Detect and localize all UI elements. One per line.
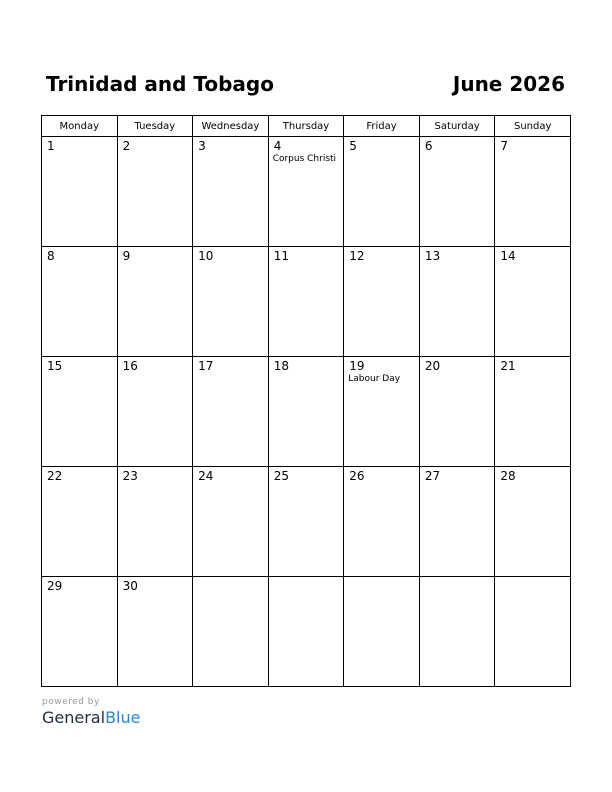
holiday-label: Labour Day: [348, 374, 401, 384]
holiday-label: [344, 483, 419, 484]
holiday-label: [118, 153, 193, 154]
holiday-label: [42, 593, 117, 594]
day-cell: [268, 467, 344, 577]
day-number: 8: [47, 249, 55, 263]
holiday-label: [118, 263, 193, 264]
day-cell: [419, 137, 495, 247]
weekday-header: Friday: [344, 116, 420, 137]
day-cell: [419, 467, 495, 577]
day-cell: [495, 467, 571, 577]
generalblue-footer: [42, 696, 140, 728]
day-cell: [117, 357, 193, 467]
holiday-label: [193, 483, 268, 484]
day-number: 12: [349, 249, 365, 263]
holiday-label: [420, 153, 495, 154]
holiday-label: [269, 373, 344, 374]
powered-by-text: powered by: [42, 697, 100, 707]
day-number: 15: [47, 359, 63, 373]
weekday-header: Tuesday: [117, 116, 193, 137]
day-cell: [344, 577, 420, 687]
week-row: [42, 577, 571, 687]
day-cell: [344, 467, 420, 577]
day-cell: [42, 467, 118, 577]
day-number: 17: [198, 359, 214, 373]
day-cell: [42, 357, 118, 467]
day-number: 7: [500, 139, 509, 153]
day-cell: [419, 577, 495, 687]
holiday-label: [193, 579, 268, 580]
week-row: [42, 247, 571, 357]
day-number: 9: [122, 249, 131, 263]
holiday-label: [495, 483, 570, 484]
day-cell: [268, 247, 344, 357]
day-cell: [117, 577, 193, 687]
day-cell: [193, 357, 269, 467]
logo-text-blue: Blue: [105, 708, 141, 727]
day-cell: [495, 247, 571, 357]
day-cell: [117, 137, 193, 247]
week-row: [42, 137, 571, 247]
day-number: 27: [424, 469, 441, 483]
day-number: 18: [273, 359, 289, 373]
day-number: 10: [198, 249, 214, 263]
day-cell: [42, 137, 118, 247]
day-number: 21: [500, 359, 516, 373]
weekday-header: Saturday: [419, 116, 495, 137]
day-number: 13: [424, 249, 441, 263]
calendar-month-title: June 2026: [452, 72, 565, 96]
holiday-label: [344, 153, 419, 154]
day-cell: [268, 577, 344, 687]
day-number: 29: [47, 579, 63, 593]
day-number: 26: [349, 469, 365, 483]
day-cell: [268, 137, 344, 247]
holiday-label: [193, 263, 268, 264]
day-number: 6: [424, 139, 433, 153]
holiday-label: [269, 263, 344, 264]
holiday-label: [42, 153, 117, 154]
day-number: 4: [273, 139, 282, 153]
holiday-label: [495, 579, 570, 580]
day-number: 22: [47, 469, 63, 483]
holiday-label: [42, 483, 117, 484]
day-number: 25: [273, 469, 289, 483]
day-cell: [193, 247, 269, 357]
day-number: 20: [424, 359, 441, 373]
holiday-label: [193, 153, 268, 154]
day-number: 24: [198, 469, 214, 483]
logo-text-general: General: [42, 708, 106, 727]
day-number: 14: [500, 249, 516, 263]
holiday-label: [269, 483, 344, 484]
day-cell: [344, 137, 420, 247]
day-number: 16: [122, 359, 138, 373]
day-cell: [419, 247, 495, 357]
holiday-label: [495, 373, 570, 374]
day-cell: [495, 137, 571, 247]
day-number: 30: [122, 579, 138, 593]
day-number: 5: [349, 139, 357, 153]
day-cell: [42, 247, 118, 357]
day-cell: [117, 467, 193, 577]
week-row: [42, 467, 571, 577]
holiday-label: [420, 263, 495, 264]
holiday-label: [420, 483, 495, 484]
holiday-label: [495, 153, 570, 154]
week-row: [42, 357, 571, 467]
day-cell: [42, 577, 118, 687]
holiday-label: [118, 373, 193, 374]
weekday-header-row: [42, 116, 571, 137]
holiday-label: [344, 579, 419, 580]
day-cell: [117, 247, 193, 357]
holiday-label: [420, 373, 495, 374]
day-number: 2: [122, 139, 131, 153]
holiday-label: [193, 373, 268, 374]
holiday-label: [269, 579, 344, 580]
holiday-label: [118, 483, 193, 484]
day-number: 23: [122, 469, 138, 483]
day-cell: [495, 577, 571, 687]
day-number: 28: [500, 469, 516, 483]
day-number: 19: [349, 359, 365, 373]
day-cell: [344, 357, 420, 467]
holiday-label: [118, 593, 193, 594]
holiday-label: Corpus Christi: [272, 154, 337, 164]
weekday-header: Sunday: [495, 116, 571, 137]
generalblue-logo[interactable]: [42, 708, 140, 728]
weekday-header: Thursday: [268, 116, 344, 137]
holiday-label: [42, 373, 117, 374]
day-cell: [419, 357, 495, 467]
holiday-label: [42, 263, 117, 264]
day-number: 11: [273, 249, 289, 263]
calendar-grid: [41, 115, 571, 687]
calendar-country-title: Trinidad and Tobago: [46, 72, 274, 96]
day-cell: [193, 137, 269, 247]
day-cell: [495, 357, 571, 467]
weekday-header: Wednesday: [193, 116, 269, 137]
day-number: 3: [198, 139, 206, 153]
day-cell: [268, 357, 344, 467]
day-cell: [344, 247, 420, 357]
day-number: 1: [47, 139, 55, 153]
holiday-label: [420, 579, 495, 580]
holiday-label: [344, 263, 419, 264]
day-cell: [193, 577, 269, 687]
day-cell: [193, 467, 269, 577]
weekday-header: Monday: [42, 116, 118, 137]
holiday-label: [495, 263, 570, 264]
